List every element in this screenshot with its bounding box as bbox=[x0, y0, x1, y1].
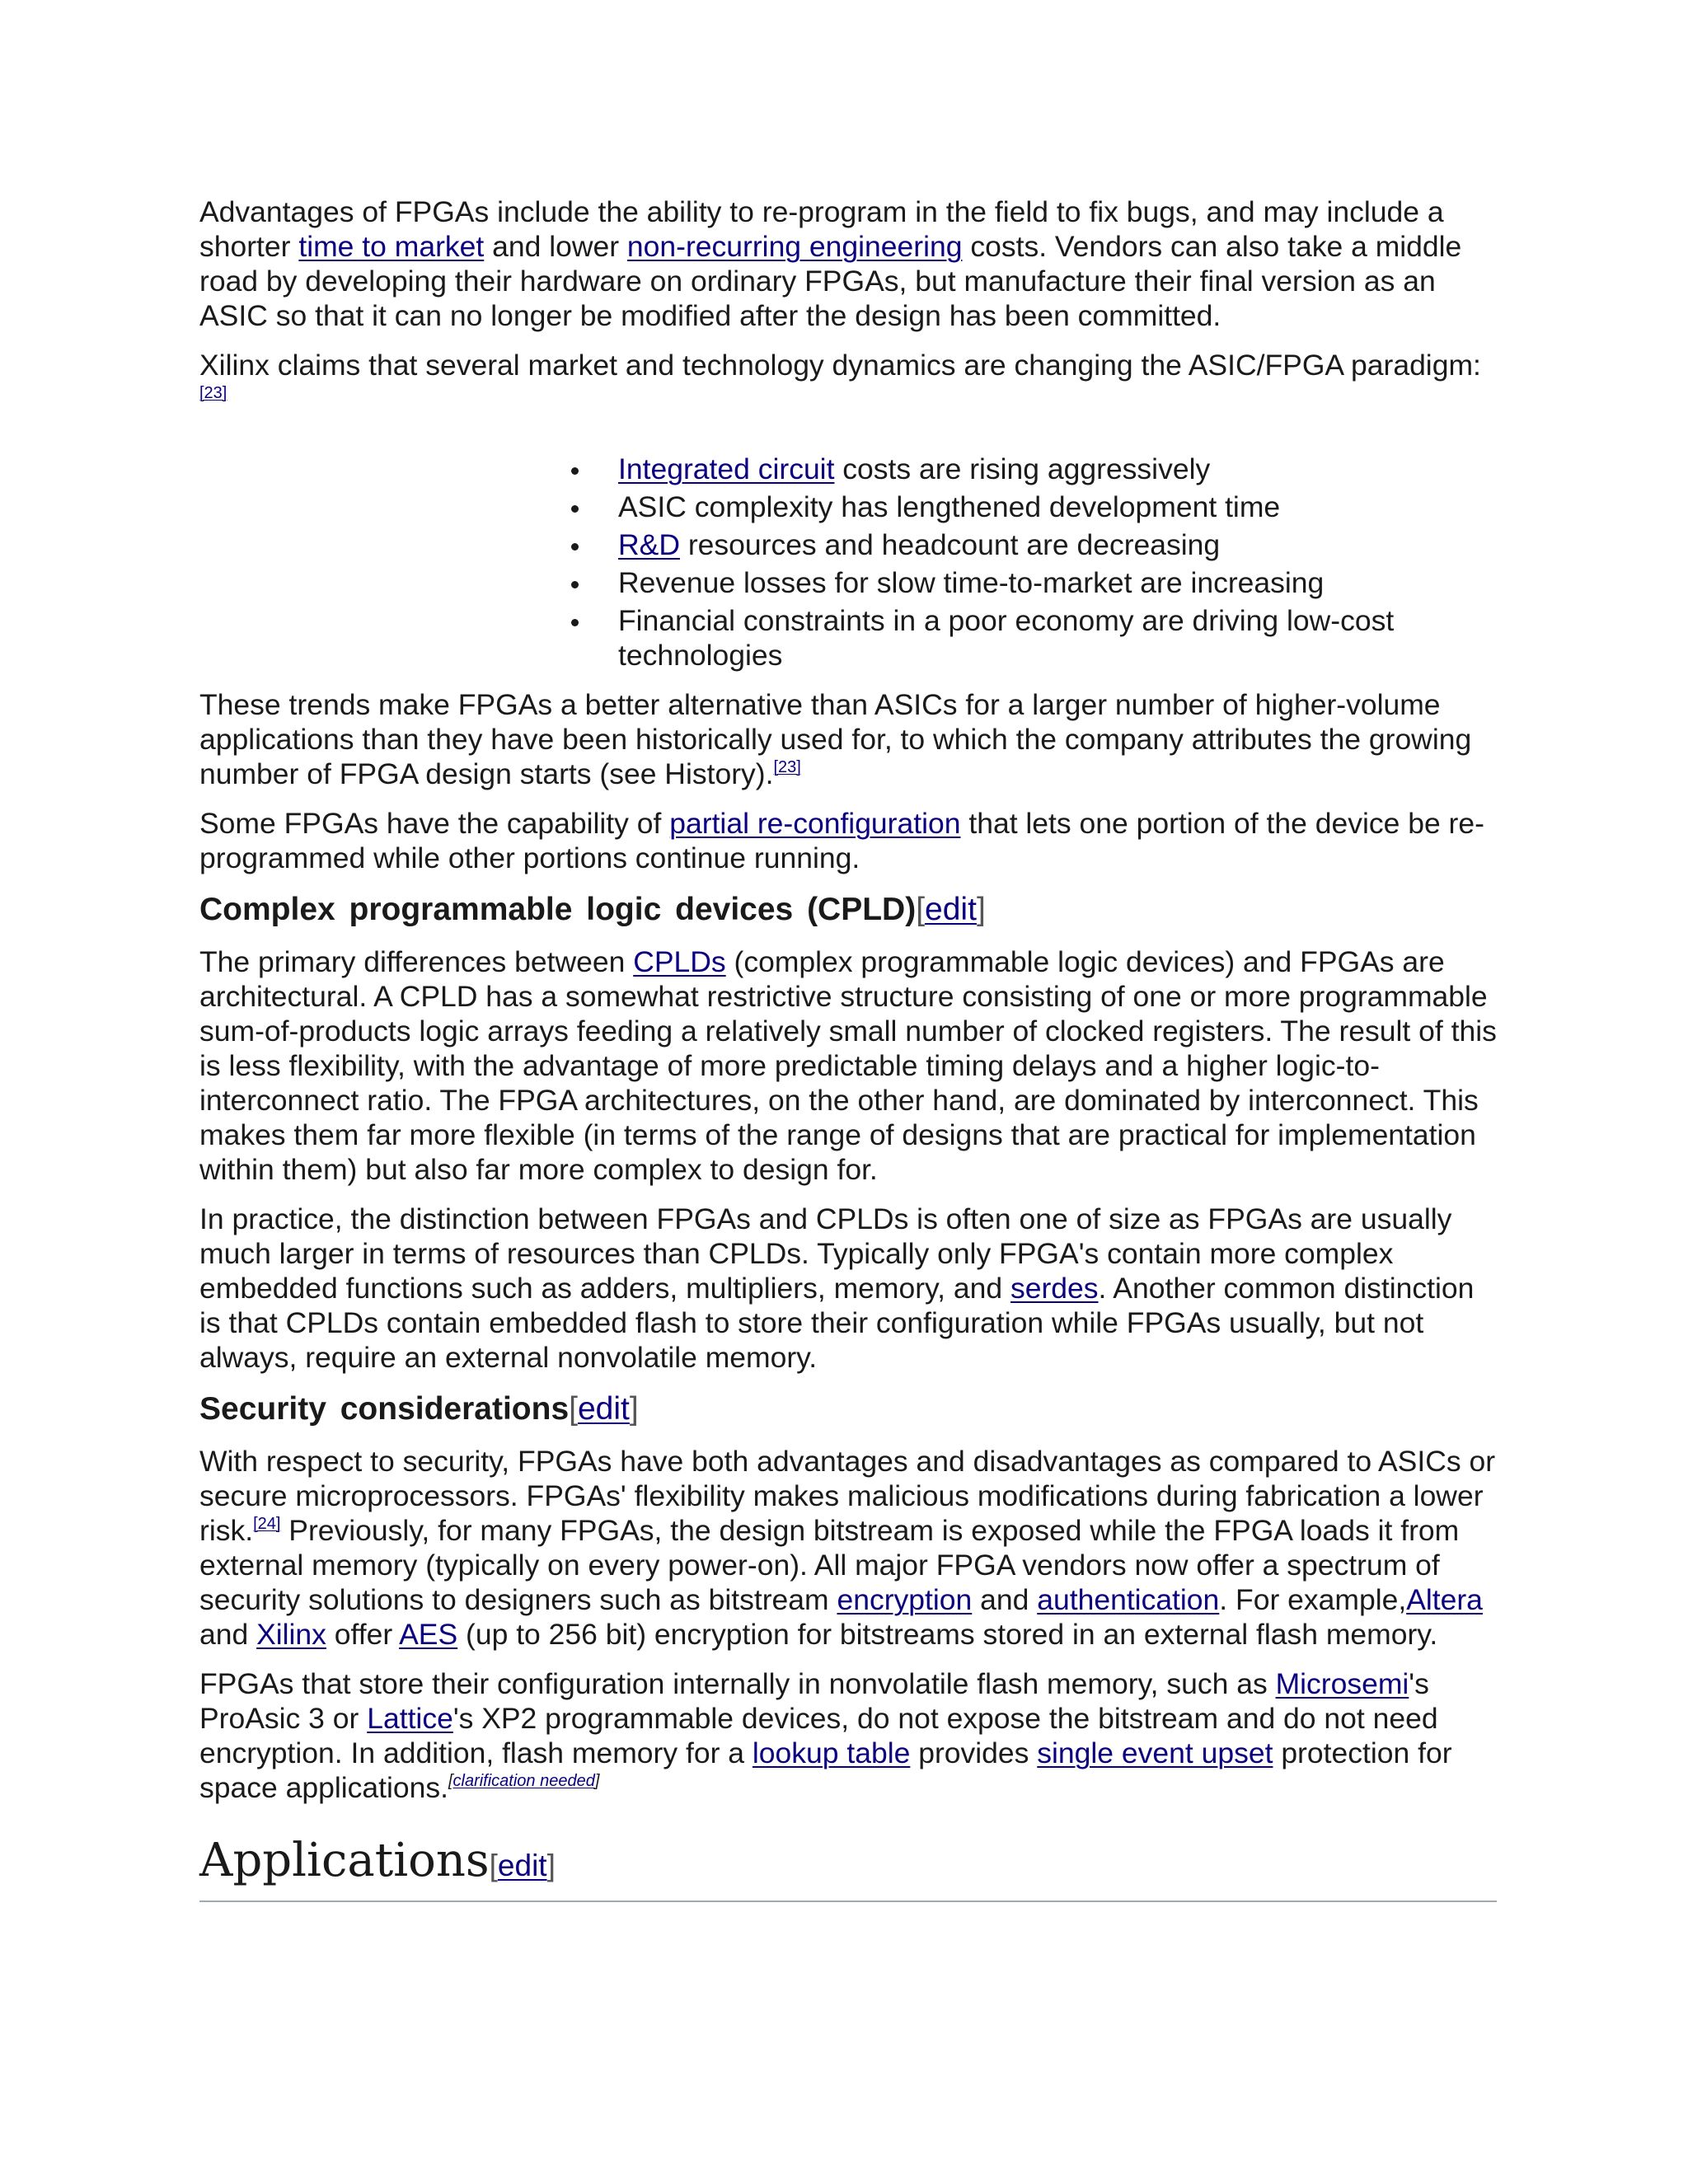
list-item bbox=[618, 490, 1502, 524]
text-run: With respect to security, FPGAs have both advantages and disadvantages as compared to ASICs or secure microprocessors. FPGAs' flexibility makes malicious modifications during fabrication a lower risk. bbox=[199, 1445, 1496, 1547]
link-authentication[interactable]: authentication bbox=[1037, 1583, 1220, 1616]
text-run: provides bbox=[910, 1736, 1038, 1769]
paragraph-flash-fpgas bbox=[199, 1666, 1502, 1805]
list-item bbox=[618, 527, 1502, 562]
text-run: 's XP2 programmable devices, do not expose the bitstream and do not need encryption. In addition, flash memory for a bbox=[199, 1702, 1438, 1769]
link-lattice[interactable]: Lattice bbox=[367, 1702, 453, 1735]
paragraph-trends bbox=[199, 687, 1502, 791]
heading-security bbox=[199, 1390, 1502, 1429]
list-item bbox=[618, 452, 1502, 486]
bracket: ] bbox=[629, 1391, 639, 1427]
link-cplds[interactable]: CPLDs bbox=[633, 945, 726, 978]
text-run: . For example, bbox=[1219, 1583, 1407, 1616]
bracket: [ bbox=[448, 1772, 453, 1790]
heading-title: Complex programmable logic devices (CPLD) bbox=[199, 892, 917, 927]
text-run: Xilinx claims that several market and technology dynamics are changing the ASIC/FPGA paradigm: bbox=[199, 349, 1481, 382]
link-lookup-table[interactable]: lookup table bbox=[752, 1736, 911, 1769]
bracket: [ bbox=[916, 892, 926, 927]
text-run: and lower bbox=[484, 230, 627, 263]
reference-link-24[interactable]: [24] bbox=[253, 1515, 281, 1533]
bullet-icon bbox=[571, 467, 579, 475]
reference-24 bbox=[253, 1515, 280, 1533]
text-run: Revenue losses for slow time-to-market are increasing bbox=[618, 566, 1325, 599]
clarification-needed-tag bbox=[448, 1772, 599, 1790]
reference-23 bbox=[773, 758, 800, 776]
paragraph-xilinx-claims bbox=[199, 348, 1502, 417]
heading-title: Applications bbox=[199, 1834, 490, 1887]
edit-section bbox=[490, 1849, 556, 1882]
reference-link-23[interactable]: [23] bbox=[773, 758, 801, 776]
heading-applications bbox=[199, 1835, 1497, 1902]
edit-link-cpld[interactable]: edit bbox=[925, 892, 977, 927]
text-run: (complex programmable logic devices) and FPGAs are architectural. A CPLD has a somewhat restrictive structure consisting of one or more programmable sum-of-products logic arrays feeding a relatively small number of clocked registers. The result of this is less flexibility, with the advantage of more predictable timing delays and a higher logic-to-interconnect ratio. The FPGA architectures, on the other hand, are dominated by interconnect. This makes them far more flexible (in terms of the range of designs that are practical for implementation within them) but also far more complex to design for. bbox=[199, 945, 1497, 1186]
bracket: ] bbox=[594, 1772, 600, 1790]
text-run: In practice, the distinction between FPGAs and CPLDs is often one of size as FPGAs are usually much larger in terms of resources than CPLDs. Typically only FPGA's contain more complex embedded functions such as adders, multipliers, memory, and bbox=[199, 1202, 1452, 1305]
bracket: ] bbox=[546, 1849, 556, 1882]
link-clarification-needed[interactable]: clarification needed bbox=[452, 1772, 595, 1790]
link-altera[interactable]: Altera bbox=[1406, 1583, 1483, 1616]
text-run: These trends make FPGAs a better alternative than ASICs for a larger number of higher-volume applications than they have been historically used for, to which the company attributes the growing number of FPGA design starts (see History). bbox=[199, 688, 1472, 790]
link-single-event-upset[interactable]: single event upset bbox=[1037, 1736, 1273, 1769]
link-time-to-market[interactable]: time to market bbox=[298, 230, 485, 263]
bracket: [ bbox=[569, 1391, 578, 1427]
link-microsemi[interactable]: Microsemi bbox=[1275, 1667, 1409, 1700]
text-run: offer bbox=[326, 1618, 400, 1651]
text-run: Previously, for many FPGAs, the design bitstream is exposed while the FPGA loads it from external memory (typically on every power-on). All major FPGA vendors now offer a spectrum of security solutions to designers such as bitstream bbox=[199, 1514, 1460, 1616]
link-r-and-d[interactable]: R&D bbox=[618, 528, 680, 561]
paragraph-cpld-practice bbox=[199, 1202, 1502, 1375]
text-run: costs are rising aggressively bbox=[834, 452, 1211, 485]
text-run: resources and headcount are decreasing bbox=[679, 528, 1221, 561]
edit-section bbox=[569, 1391, 639, 1427]
reference-link-23[interactable]: [23] bbox=[199, 384, 227, 402]
reference-23 bbox=[199, 384, 227, 402]
link-partial-re-configuration[interactable]: partial re-configuration bbox=[669, 807, 961, 840]
dynamics-list bbox=[199, 452, 1502, 673]
heading-cpld bbox=[199, 890, 1502, 930]
text-run: ASIC complexity has lengthened development time bbox=[618, 490, 1281, 523]
heading-title: Security considerations bbox=[199, 1391, 570, 1427]
paragraph-fpga-advantages bbox=[199, 194, 1502, 333]
bracket: ] bbox=[976, 892, 986, 927]
text-run: protection for space applications. bbox=[199, 1736, 1452, 1804]
paragraph-security bbox=[199, 1444, 1502, 1652]
paragraph-partial-reconfiguration bbox=[199, 806, 1502, 875]
text-run: Advantages of FPGAs include the ability to re-program in the field to fix bugs, and may include a shorter bbox=[199, 195, 1444, 263]
bracket: [ bbox=[489, 1849, 498, 1882]
text-run: The primary differences between bbox=[199, 945, 634, 978]
bullet-icon bbox=[571, 505, 579, 513]
list-item bbox=[618, 565, 1502, 600]
text-run: (up to 256 bit) encryption for bitstreams stored in an external flash memory. bbox=[457, 1618, 1438, 1651]
text-run: 's ProAsic 3 or bbox=[199, 1667, 1429, 1735]
link-serdes[interactable]: serdes bbox=[1010, 1272, 1099, 1305]
text-run: and bbox=[972, 1583, 1038, 1616]
text-run: that lets one portion of the device be re-programmed while other portions continue running. bbox=[199, 807, 1484, 874]
bullet-icon bbox=[571, 581, 579, 588]
text-run: Financial constraints in a poor economy are driving low-cost technologies bbox=[618, 604, 1395, 672]
link-xilinx[interactable]: Xilinx bbox=[256, 1618, 326, 1651]
link-encryption[interactable]: encryption bbox=[837, 1583, 973, 1616]
article-body bbox=[199, 194, 1502, 1902]
text-run: costs. Vendors can also take a middle road by developing their hardware on ordinary FPGAs, but manufacture their final version as an ASIC so that it can no longer be modified after the design has been committed. bbox=[199, 230, 1462, 332]
paragraph-cpld-differences bbox=[199, 944, 1502, 1187]
text-run: Some FPGAs have the capability of bbox=[199, 807, 670, 840]
edit-section bbox=[916, 892, 986, 927]
edit-link-security[interactable]: edit bbox=[577, 1391, 630, 1427]
edit-link-applications[interactable]: edit bbox=[497, 1849, 547, 1882]
text-run: FPGAs that store their configuration internally in nonvolatile flash memory, such as bbox=[199, 1667, 1276, 1700]
text-run: . Another common distinction is that CPLDs contain embedded flash to store their configuration while FPGAs usually, but not always, require an external nonvolatile memory. bbox=[199, 1272, 1475, 1374]
text-run: and bbox=[199, 1618, 257, 1651]
bullet-icon bbox=[571, 543, 579, 551]
bullet-icon bbox=[571, 619, 579, 626]
link-non-recurring-engineering[interactable]: non-recurring engineering bbox=[626, 230, 963, 263]
link-aes[interactable]: AES bbox=[399, 1618, 458, 1651]
link-integrated-circuit[interactable]: Integrated circuit bbox=[618, 452, 835, 485]
list-item bbox=[618, 603, 1502, 673]
